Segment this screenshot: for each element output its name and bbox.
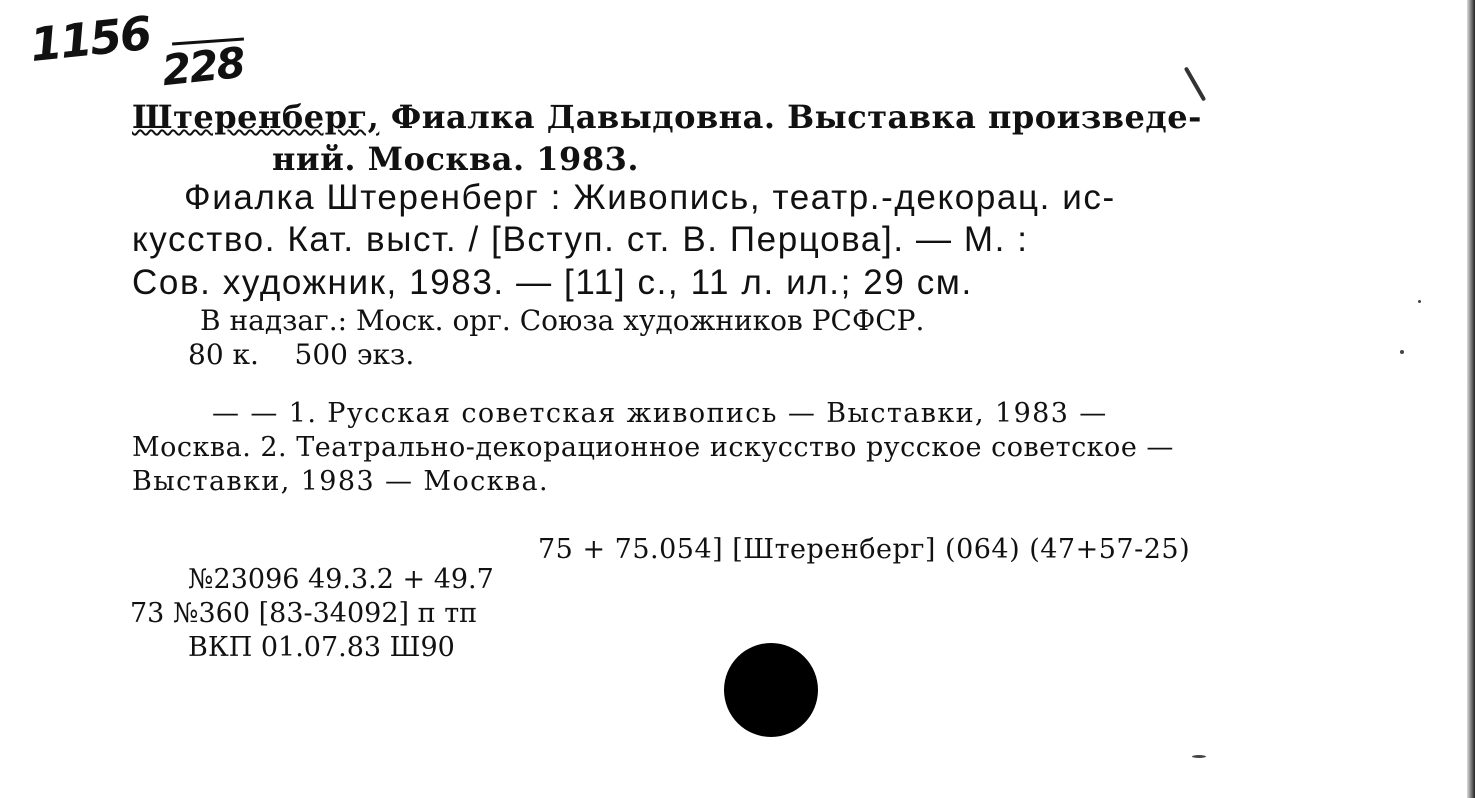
footer-line-2: 73 №360 [83-34092] п тп [130,598,478,629]
handwritten-number-second: 228 [159,37,247,96]
heading-title: Фиалка Давыдовна. Выставка произведе- [390,98,1202,136]
note-line-1: В надзаг.: Моск. орг. Союза художников РСФСР. [200,304,925,337]
subject-line-1: — — 1. Русская советская живопись — Выставки, 1983 — [212,398,1108,429]
speck [1192,755,1206,758]
heading-author: Штеренберг, [132,98,380,136]
footer-line-3: ВКП 01.07.83 Ш90 [188,632,455,663]
punch-hole [724,643,818,737]
heading-line1 [132,98,1202,136]
footer-line-1: №23096 49.3.2 + 49.7 [188,564,494,595]
handwritten-number: 1156 [27,5,153,73]
subject-line-2: Москва. 2. Театрально-декорационное искусство русское советское — [132,432,1174,463]
body-line-1: Фиалка Штеренберг : Живопись, театр.-декорац. ис- [184,178,1116,217]
classification-line: 75 + 75.054] [Штеренберг] (064) (47+57-25) [538,534,1191,565]
card-edge [1467,0,1475,798]
speck [1400,350,1404,354]
body-line-2: кусство. Кат. выст. / [Вступ. ст. В. Перцова]. — М. : [132,220,1029,259]
heading-line2: ний. Москва. 1983. [272,140,639,178]
speck [1418,300,1421,303]
body-line-3: Сов. художник, 1983. — [11] с., 11 л. ил.; 29 см. [132,263,973,302]
note-line-2: 80 к. 500 экз. [188,338,415,371]
pen-mark [1184,67,1206,102]
subject-line-3: Выставки, 1983 — Москва. [132,466,549,497]
